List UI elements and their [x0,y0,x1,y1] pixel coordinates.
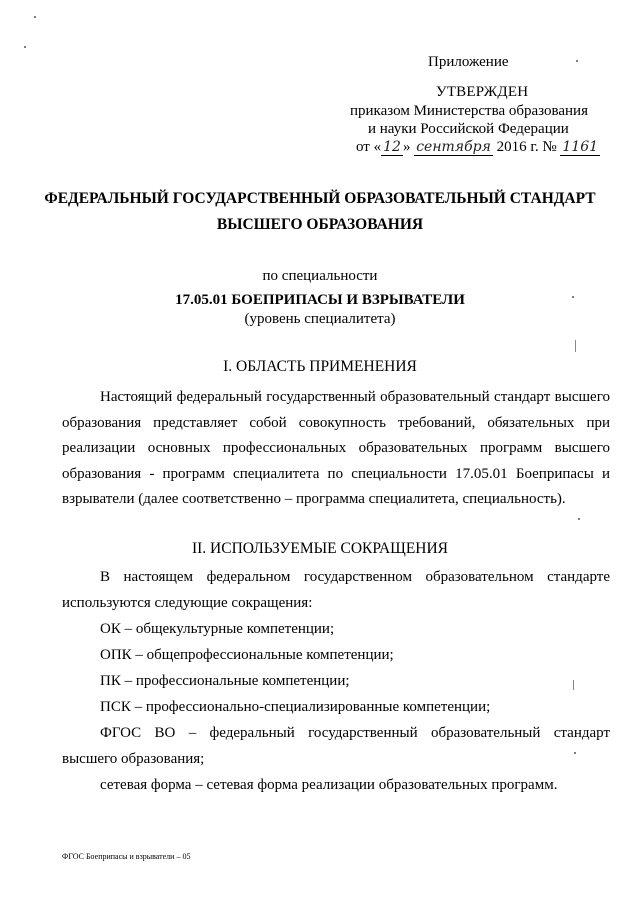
date-mid: » [402,139,411,155]
abbrev-item-fgos: ФГОС ВО – федеральный государственный образовательный стандарт высшего образования; [62,725,610,767]
section1-paragraph: Настоящий федеральный государственный образовательный стандарт высшего образования представляет собой совокупность требований, обязательных при реализации основных профессиональных образовательных программ высшего образования - программ специалитета по специальности 17.05.01 Боеприпасы и взрыватели (далее соответственно – программа специалитета, специальность). [62,389,610,507]
section2-intro: В настоящем федеральном государственном образовательном стандарте используются следующие сокращения: [62,569,610,611]
approved-label: УТВЕРЖДЕН [436,84,529,100]
handwritten-order-number: 1161 [562,139,599,155]
page-footer: ФГОС Боеприпасы и взрыватели – 05 [62,852,191,861]
section2-heading: II. ИСПОЛЬЗУЕМЫЕ СОКРАЩЕНИЯ [191,540,449,557]
handwritten-month: сентября [416,139,491,155]
order-line-ministry: приказом Министерства образования [350,103,588,119]
document-title-line1: ФЕДЕРАЛЬНЫЙ ГОСУДАРСТВЕННЫЙ ОБРАЗОВАТЕЛЬНЫЙ СТАНДАРТ [44,190,596,207]
year-text: 2016 г. № [496,139,557,155]
appendix-label: Приложение [428,54,509,70]
specialty-name: 17.05.01 БОЕПРИПАСЫ И ВЗРЫВАТЕЛИ [175,292,465,308]
scan-speck [576,60,578,62]
abbrev-item-opk: ОПК – общепрофессиональные компетенции; [100,647,394,663]
scan-mark [573,680,574,690]
abbrev-item-ok: ОК – общекультурные компетенции; [100,621,335,637]
scan-speck [24,46,26,48]
scan-speck [572,296,574,298]
handwritten-day: 12 [383,139,401,155]
date-prefix: от « [356,139,382,155]
scan-speck [578,518,580,520]
order-date-line [356,139,600,156]
document-title-line2: ВЫСШЕГО ОБРАЗОВАНИЯ [216,216,424,233]
specialty-level: (уровень специалитета) [244,311,396,327]
order-line-science: и науки Российской Федерации [368,121,569,137]
abbrev-item-pk: ПК – профессиональные компетенции; [100,673,350,689]
section1-heading: I. ОБЛАСТЬ ПРИМЕНЕНИЯ [223,358,417,375]
abbrev-item-psk: ПСК – профессионально-специализированные компетенции; [100,699,491,715]
scan-speck [574,752,576,754]
specialty-caption: по специальности [262,268,378,284]
scan-mark [575,340,576,352]
abbrev-item-network: сетевая форма – сетевая форма реализации образовательных программ. [100,777,558,793]
scan-speck [34,16,36,18]
